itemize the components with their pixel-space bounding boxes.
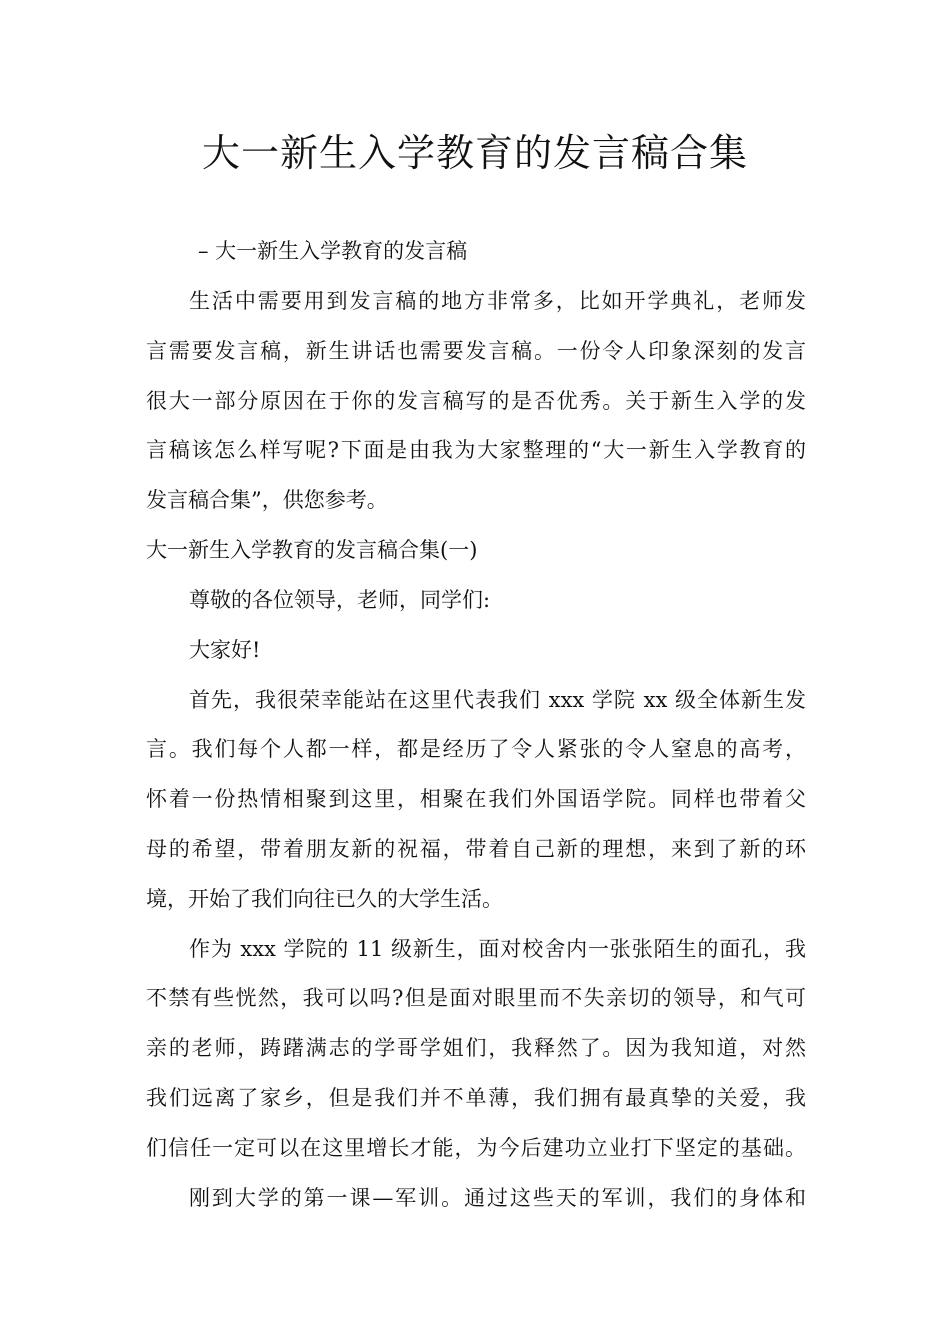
paragraph-line: 首先，我很荣幸能站在这里代表我们 xxx 学院 xx 级全体新生发	[189, 688, 806, 712]
section-heading: 大一新生入学教育的发言稿合集(一)	[146, 538, 478, 562]
section-subtitle: – 大一新生入学教育的发言稿	[198, 239, 468, 263]
paragraph-line: 母的希望，带着朋友新的祝福，带着自己新的理想，来到了新的环	[146, 837, 806, 861]
paragraph-line: 不禁有些恍然，我可以吗?但是面对眼里而不失亲切的领导，和气可	[146, 986, 806, 1010]
document-title: 大一新生入学教育的发言稿合集	[201, 131, 748, 175]
paragraph-line: 我们远离了家乡，但是我们并不单薄，我们拥有最真挚的关爱，我	[146, 1086, 806, 1110]
paragraph-line: 生活中需要用到发言稿的地方非常多，比如开学典礼，老师发	[189, 289, 806, 313]
greeting-line: 大家好!	[189, 638, 261, 662]
paragraph-line: 言需要发言稿，新生讲话也需要发言稿。一份令人印象深刻的发言	[146, 339, 806, 363]
paragraph-line: 亲的老师，踌躇满志的学哥学姐们，我释然了。因为我知道，对然	[146, 1036, 806, 1060]
paragraph-line: 发言稿合集”，供您参考。	[146, 488, 388, 512]
salutation-line: 尊敬的各位领导，老师，同学们:	[189, 588, 491, 612]
paragraph-line: 作为 xxx 学院的 11 级新生，面对校舍内一张张陌生的面孔，我	[189, 937, 806, 961]
paragraph-line: 们信任一定可以在这里增长才能，为今后建功立业打下坚定的基础。	[146, 1136, 806, 1160]
paragraph-line: 很大一部分原因在于你的发言稿写的是否优秀。关于新生入学的发	[146, 389, 806, 413]
paragraph-line: 怀着一份热情相聚到这里，相聚在我们外国语学院。同样也带着父	[146, 787, 806, 811]
paragraph-line: 刚到大学的第一课—军训。通过这些天的军训，我们的身体和	[189, 1186, 806, 1210]
paragraph-line: 言。我们每个人都一样，都是经历了令人紧张的令人窒息的高考，	[146, 737, 806, 761]
paragraph-line: 境，开始了我们向往已久的大学生活。	[146, 887, 503, 911]
paragraph-line: 言稿该怎么样写呢?下面是由我为大家整理的“大一新生入学教育的	[146, 438, 806, 462]
